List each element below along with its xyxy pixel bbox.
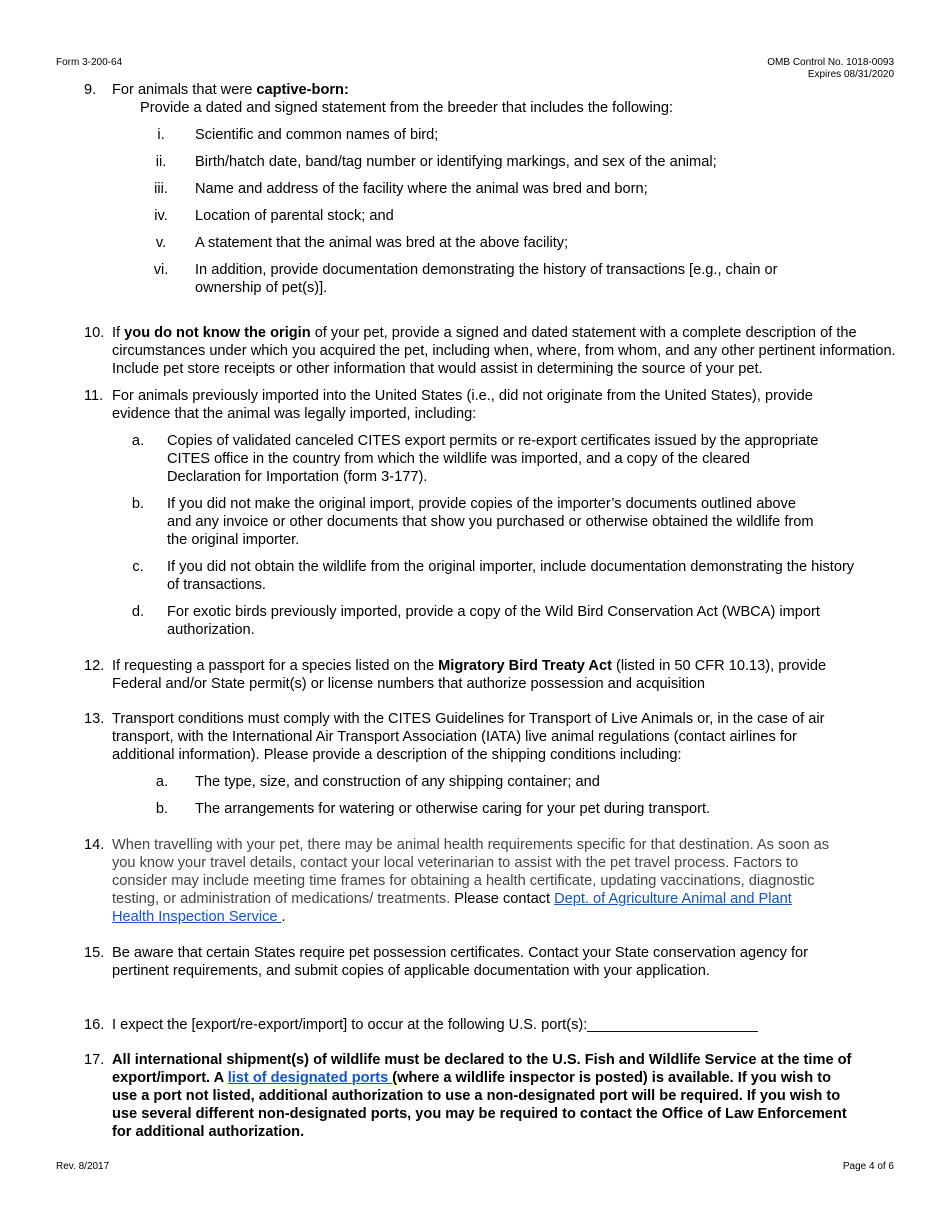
text-segment: of your pet, provide a signed and dated statement with a complete description of the circumstances under which you acquired the pet, including when, where, from whom, and any other pertinent information. Include pet store receipts or other information that would assist in determining the source of your pet.	[112, 325, 896, 377]
item-12	[84, 657, 844, 693]
list-item	[124, 603, 824, 639]
item-number: 14.	[84, 837, 105, 853]
item-9-intro: Provide a dated and signed statement from the breeder that includes the following:	[140, 100, 673, 116]
list-label: iv.	[154, 208, 168, 224]
text-segment: (where a wildlife inspector is posted) is available. If you wish to use a port not listed, additional authorization to use a non-designated port will be required. If you wish to use several different non-designated ports, you may be required to contact the Office of Law Enforcement for additional authorization.	[112, 1070, 847, 1140]
list-label: iii.	[154, 181, 168, 197]
list-label: i.	[157, 127, 165, 143]
list-item	[148, 180, 848, 198]
item-number: 17.	[84, 1052, 105, 1068]
list-text: Location of parental stock; and	[195, 208, 394, 224]
text-segment: If	[112, 325, 125, 341]
item-text	[112, 324, 896, 378]
bold-segment: Migratory Bird Treaty Act	[438, 658, 612, 674]
item-number: 10.	[84, 325, 105, 341]
item-10	[84, 324, 896, 378]
list-text: A statement that the animal was bred at the above facility;	[195, 235, 569, 251]
item-number: 12.	[84, 658, 105, 674]
list-label: c.	[132, 559, 144, 575]
item-11	[84, 387, 824, 423]
item-15	[84, 944, 844, 980]
text-segment: All international shipment(s) of wildlife must be declared to the U.S. Fish and Wildlife Service at the time of export/import. A	[112, 1052, 852, 1086]
item-16	[84, 1016, 896, 1034]
item-text: Transport conditions must comply with the CITES Guidelines for Transport of Live Animals or, in the case of air transport, with the International Air Transport Association (IATA) live animal regulations (contact airlines for additional information). Please provide a description of the shipping conditions including:	[112, 711, 825, 763]
item-text	[112, 836, 834, 926]
omb-control-number: OMB Control No. 1018-0093	[767, 57, 894, 68]
text-segment: .	[281, 909, 286, 925]
list-item	[148, 234, 848, 252]
list-item	[148, 207, 848, 225]
item-text: For animals previously imported into the United States (i.e., did not originate from the United States), provide evidence that the animal was legally imported, including:	[112, 388, 813, 422]
item-number: 11.	[84, 388, 104, 404]
item-number: 15.	[84, 945, 105, 961]
revision-date: Rev. 8/2017	[56, 1161, 110, 1172]
text-segment: (listed in 50 CFR 10.13), provide Federal and/or State permit(s) or license numbers that authorize possession and acquisition	[112, 658, 827, 692]
list-label: v.	[155, 235, 167, 251]
list-text: If you did not obtain the wildlife from the original importer, include documentation demonstrating the history of transactions.	[167, 559, 855, 593]
list-label: a.	[155, 774, 169, 790]
list-label: ii.	[155, 154, 167, 170]
list-text: The arrangements for watering or otherwise caring for your pet during transport.	[195, 801, 711, 817]
list-item	[124, 495, 824, 549]
omb-block	[767, 57, 894, 81]
list-label: b.	[155, 801, 169, 817]
item-13	[84, 710, 844, 764]
list-item	[148, 126, 848, 144]
item-14	[84, 836, 834, 926]
list-item	[148, 773, 848, 791]
item-text	[112, 81, 896, 99]
item-number: 13.	[84, 711, 105, 727]
list-label: vi.	[153, 262, 169, 278]
list-text: The type, size, and construction of any shipping container; and	[195, 774, 600, 790]
item-number: 9.	[84, 82, 97, 98]
aphis-link[interactable]: Dept. of Agriculture Animal and Plant Health Inspection Service	[112, 891, 792, 925]
designated-ports-link[interactable]: list of designated ports	[227, 1070, 393, 1086]
list-text: Name and address of the facility where the animal was bred and born;	[195, 181, 648, 197]
list-item	[148, 261, 828, 297]
list-item	[148, 153, 848, 171]
page-number: Page 4 of 6	[842, 1161, 894, 1172]
text-segment: When travelling with your pet, there may be animal health requirements specific for that destination. As soon as you know your travel details, contact your local veterinarian to assist with the pet travel process. Factors to consider may include meeting time frames for obtaining a health certificate, updating vaccinations, diagnostic testing, or administration of medications/ treatments.	[112, 837, 830, 907]
bold-segment: you do not know the origin	[124, 325, 311, 341]
list-text: In addition, provide documentation demonstrating the history of transactions [e.g., chain or ownership of pet(s)].	[195, 262, 778, 296]
list-item	[148, 800, 848, 818]
list-label: b.	[131, 496, 145, 512]
item-17	[84, 1051, 854, 1141]
text-segment: If requesting a passport for a species listed on the	[112, 658, 439, 674]
list-text: Copies of validated canceled CITES export permits or re-export certificates issued by the appropriate CITES office in the country from which the wildlife was imported, and a copy of the cleared Declaration for Importation (form 3-177).	[167, 433, 819, 485]
item-text	[112, 657, 844, 693]
list-item	[124, 432, 824, 486]
bold-segment: captive-born:	[256, 82, 349, 98]
item-text	[112, 1051, 854, 1141]
text-segment: Please contact	[450, 891, 555, 907]
form-number: Form 3-200-64	[56, 57, 123, 68]
text-segment: For animals that were	[112, 82, 257, 98]
list-text: If you did not make the original import, provide copies of the importer’s documents outlined above and any invoice or other documents that show you purchased or otherwise obtained the wildlife from the original importer.	[167, 496, 814, 548]
item-number: 16.	[84, 1017, 105, 1033]
list-item	[124, 558, 859, 594]
port-field[interactable]: I expect the [export/re-export/import] to occur at the following U.S. port(s):_____________________	[112, 1017, 758, 1033]
item-9	[84, 81, 896, 99]
item-text: Be aware that certain States require pet possession certificates. Contact your State conservation agency for pertinent requirements, and submit copies of applicable documentation with your application.	[112, 945, 809, 979]
list-text: Birth/hatch date, band/tag number or identifying markings, and sex of the animal;	[195, 154, 717, 170]
list-label: d.	[131, 604, 145, 620]
list-label: a.	[131, 433, 145, 449]
list-text: Scientific and common names of bird;	[195, 127, 439, 143]
list-text: For exotic birds previously imported, provide a copy of the Wild Bird Conservation Act (WBCA) import authorization.	[167, 604, 820, 638]
expiration-date: Expires 08/31/2020	[807, 69, 894, 80]
